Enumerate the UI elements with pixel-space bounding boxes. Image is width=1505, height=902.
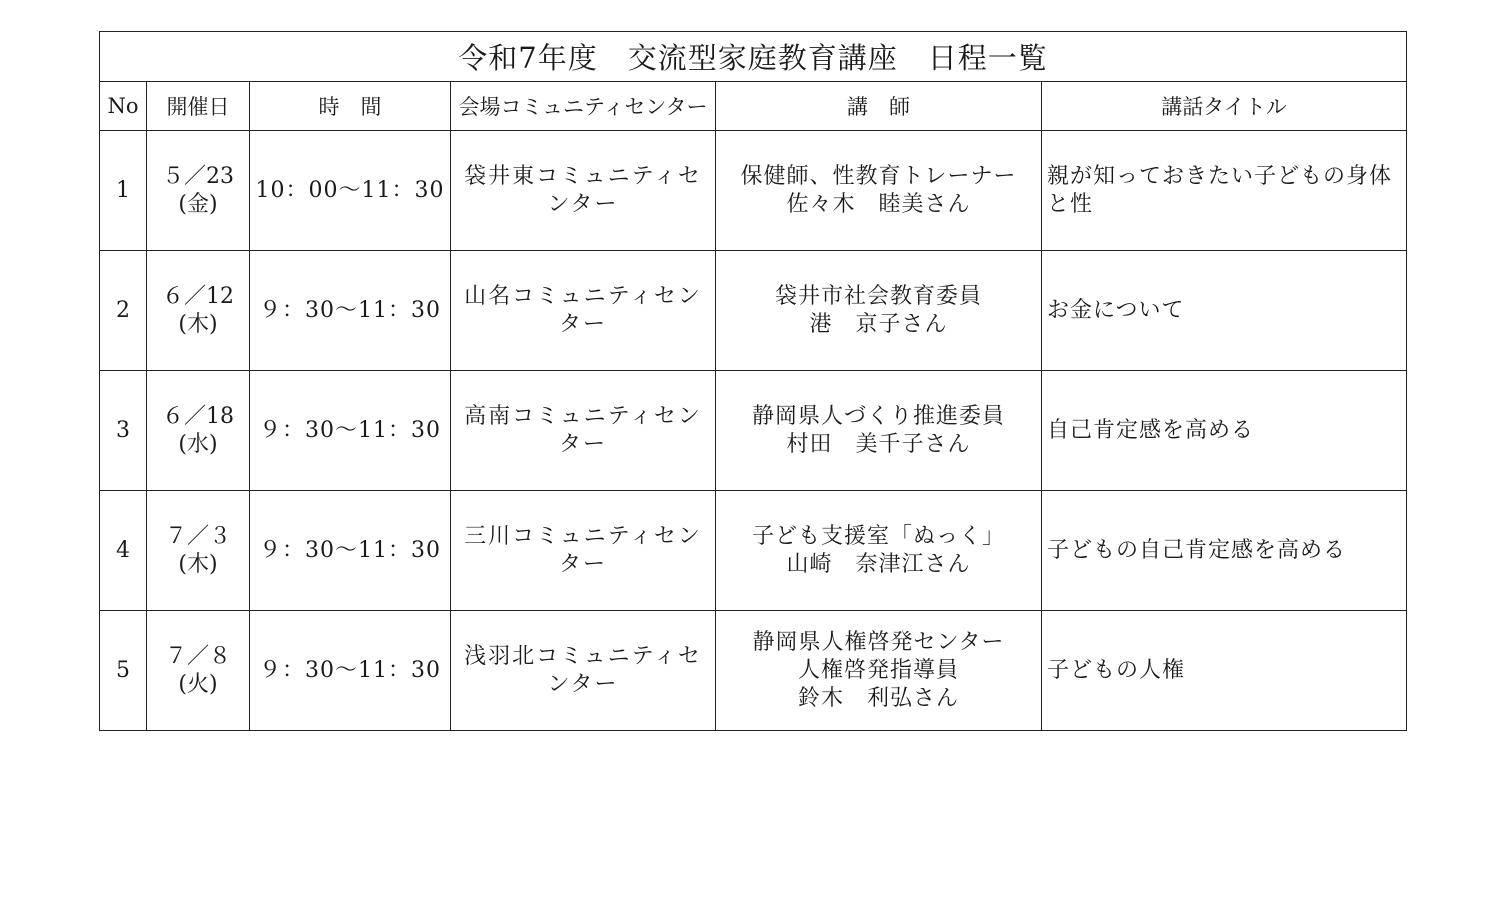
lecturer-name: 村田 美千子さん [786,431,971,457]
cell-date [147,491,250,611]
schedule-sheet [99,31,1406,731]
schedule-table [99,31,1407,731]
header-lecturer: 講 師 [716,82,1042,131]
cell-lecturer [716,611,1042,731]
cell-topic: 子どもの人権 [1042,611,1407,731]
cell-topic: お金について [1042,251,1407,371]
header-topic: 講話タイトル [1042,82,1407,131]
lecturer-role: 袋井市社会教育委員 [774,283,982,309]
lecturer-name: 佐々木 睦美さん [786,191,971,217]
header-row [100,82,1407,131]
cell-topic: 子どもの自己肯定感を高める [1042,491,1407,611]
weekday-text: (金) [178,191,218,217]
header-no: No [100,82,147,131]
cell-venue: 高南コミュニティセンター [451,371,716,491]
cell-venue: 袋井東コミュニティセンター [451,131,716,251]
weekday-text: (水) [178,431,218,457]
lecturer-role-2: 人権啓発指導員 [797,657,959,683]
cell-lecturer [716,491,1042,611]
cell-lecturer [716,371,1042,491]
cell-date [147,251,250,371]
table-title: 令和7年度 交流型家庭教育講座 日程一覧 [100,32,1407,82]
date-text: ６／18 [162,403,234,429]
lecturer-role: 子ども支援室「ぬっく」 [751,523,1005,549]
cell-no: 1 [100,131,147,251]
cell-time: ９：30～11：30 [250,371,451,491]
lecturer-role: 保健師、性教育トレーナー [740,163,1017,189]
header-time: 時 間 [250,82,451,131]
cell-time: ９：30～11：30 [250,611,451,731]
lecturer-name: 鈴木 利弘さん [797,685,959,711]
cell-date [147,131,250,251]
table-row [100,491,1407,611]
cell-topic: 親が知っておきたい子どもの身体と性 [1042,131,1407,251]
lecturer-role: 静岡県人権啓発センター [752,629,1005,655]
table-row [100,371,1407,491]
weekday-text: (木) [178,311,218,337]
date-text: ６／12 [162,283,234,309]
weekday-text: (木) [178,551,218,577]
cell-venue: 山名コミュニティセンター [451,251,716,371]
cell-time: ９：30～11：30 [250,491,451,611]
cell-date [147,611,250,731]
lecturer-name: 山崎 奈津江さん [786,551,971,577]
header-venue: 会場コミュニティセンター [451,82,716,131]
cell-no: 4 [100,491,147,611]
date-text: ７／３ [164,523,231,549]
lecturer-role: 静岡県人づくり推進委員 [751,403,1005,429]
cell-date [147,371,250,491]
cell-time: 10：00～11：30 [250,131,451,251]
date-text: ５／23 [162,163,234,189]
header-date: 開催日 [147,82,250,131]
cell-topic: 自己肯定感を高める [1042,371,1407,491]
table-row [100,611,1407,731]
cell-no: 3 [100,371,147,491]
cell-no: 2 [100,251,147,371]
cell-no: 5 [100,611,147,731]
cell-time: ９：30～11：30 [250,251,451,371]
cell-venue: 浅羽北コミュニティセンター [451,611,716,731]
date-text: ７／８ [164,643,231,669]
lecturer-name: 港 京子さん [809,311,948,337]
cell-venue: 三川コミュニティセンター [451,491,716,611]
weekday-text: (火) [178,671,218,697]
table-row [100,251,1407,371]
cell-lecturer [716,251,1042,371]
table-row [100,131,1407,251]
cell-lecturer [716,131,1042,251]
